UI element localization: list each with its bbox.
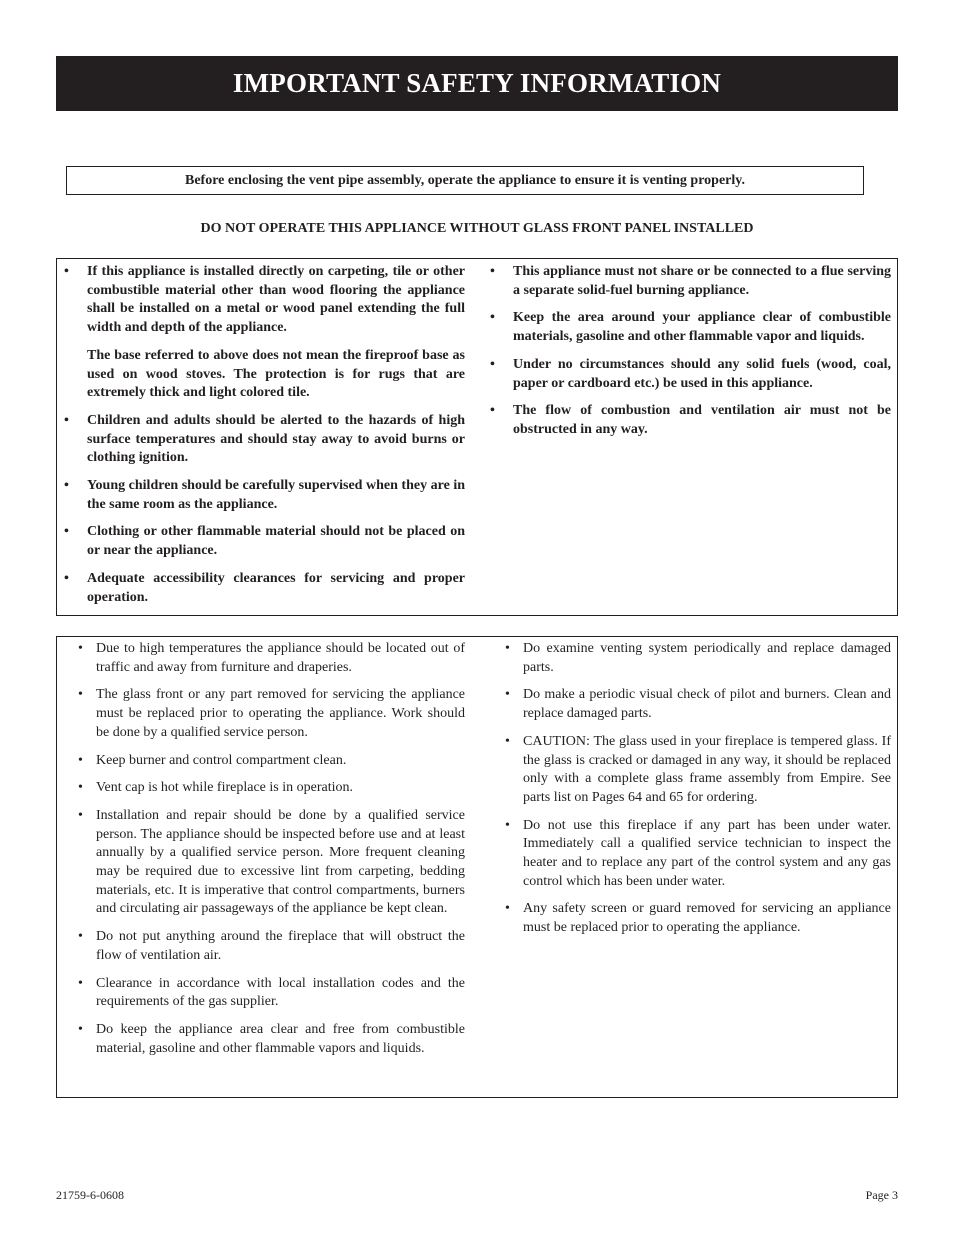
list-item — [57, 640, 465, 677]
list-item — [57, 477, 465, 514]
list-item-text: Children and adults should be alerted to the hazards of high surface temperatures and should stay away to avoid burns or clothing ignition. — [87, 412, 465, 466]
venting-notice-text: Before enclosing the vent pipe assembly, operate the appliance to ensure it is venting properly. — [185, 172, 745, 188]
list-item-text: Adequate accessibility clearances for servicing and proper operation. — [87, 570, 465, 605]
list-item — [483, 263, 891, 300]
list-item-text: The glass front or any part removed for servicing the appliance must be replaced prior to operating the appliance. Work should be done by a qualified service person. — [96, 687, 465, 740]
bullet-icon: • — [78, 687, 83, 703]
list-item — [484, 686, 891, 723]
list-item-text: If this appliance is installed directly on carpeting, tile or other combustible material other than wood flooring the appliance shall be installed on a metal or wood panel extending the full width and depth of the appliance. — [87, 264, 465, 336]
glass-panel-warning: DO NOT OPERATE THIS APPLIANCE WITHOUT GLASS FRONT PANEL INSTALLED — [200, 221, 754, 236]
list-item-text: Keep burner and control compartment clean. — [96, 752, 347, 768]
bullet-icon: • — [64, 478, 69, 494]
list-item — [57, 523, 465, 560]
bullet-icon: • — [505, 901, 510, 917]
list-item-text: Vent cap is hot while fireplace is in operation. — [96, 780, 353, 796]
bullet-icon: • — [64, 524, 69, 540]
bullet-icon: • — [505, 687, 510, 703]
list-item — [57, 752, 465, 771]
list-item — [57, 263, 465, 403]
list-item-text: Installation and repair should be done by a qualified service person. The appliance should be inspected before use and at least annually by a qualified service person. More frequent cleaning may be required due to excessive lint from carpeting, bedding materials, etc. It is imperative that control compartments, burners and circulating air passageways of the appliance be kept clean. — [96, 807, 465, 917]
bullet-icon: • — [490, 403, 495, 419]
bullet-icon: • — [64, 570, 69, 586]
list-item — [57, 1021, 465, 1058]
bold-safety-right-column — [483, 263, 891, 449]
list-item-text: CAUTION: The glass used in your fireplace is tempered glass. If the glass is cracked or damaged in any way, it should be replaced only with a complete glass frame assembly from Empire. See parts list on Pages 64 and 65 for ordering. — [523, 733, 891, 805]
list-item — [57, 412, 465, 468]
bullet-icon: • — [78, 807, 83, 823]
general-safety-left-column — [57, 640, 465, 1067]
bold-safety-box — [56, 258, 898, 616]
list-item — [483, 356, 891, 393]
bullet-icon: • — [78, 641, 83, 656]
list-item-text: Do not put anything around the fireplace that will obstruct the flow of ventilation air. — [96, 929, 465, 963]
list-item-text: Young children should be carefully supervised when they are in the same room as the appliance. — [87, 478, 465, 512]
list-item — [483, 309, 891, 346]
list-item — [57, 928, 465, 965]
bullet-icon: • — [490, 310, 495, 326]
bullet-icon: • — [78, 780, 83, 796]
list-item-text: Do not use this fireplace if any part has been under water. Immediately call a qualified service technician to inspect the heater and to replace any part of the control system and any gas control which has been under water. — [523, 817, 891, 889]
bold-safety-left-column — [57, 263, 465, 616]
page-title-banner — [56, 56, 898, 111]
document-number: 21759-6-0608 — [56, 1188, 124, 1202]
bullet-icon: • — [505, 733, 510, 749]
general-safety-right-column — [484, 640, 891, 947]
bullet-icon: • — [64, 264, 69, 279]
general-safety-box — [56, 636, 898, 1098]
bullet-icon: • — [78, 1021, 83, 1037]
list-item — [57, 807, 465, 919]
list-item — [57, 686, 465, 742]
bullet-icon: • — [505, 641, 510, 656]
list-item-text: Clearance in accordance with local installation codes and the requirements of the gas supplier. — [96, 975, 465, 1010]
list-item-text: Clothing or other flammable material should not be placed on or near the appliance. — [87, 524, 465, 559]
list-item — [484, 900, 891, 937]
list-item-text: This appliance must not share or be connected to a flue serving a separate solid-fuel burning appliance. — [513, 264, 891, 298]
list-item — [483, 402, 891, 439]
list-item-text: Do make a periodic visual check of pilot and burners. Clean and replace damaged parts. — [523, 687, 891, 722]
list-item — [484, 640, 891, 677]
bullet-icon: • — [78, 752, 83, 768]
list-item-text: Under no circumstances should any solid fuels (wood, coal, paper or cardboard etc.) be used in this appliance. — [513, 356, 891, 391]
list-item — [57, 570, 465, 607]
bullet-icon: • — [505, 817, 510, 833]
list-item-text: Due to high temperatures the appliance should be located out of traffic and away from furniture and draperies. — [96, 641, 465, 675]
list-item-subparagraph: The base referred to above does not mean the fireproof base as used on wood stoves. The protection is for rugs that are extremely thick and light colored tile. — [87, 347, 465, 401]
list-item-text: Keep the area around your appliance clear of combustible materials, gasoline and other flammable vapor and liquids. — [513, 310, 891, 345]
list-item-text: Do keep the appliance area clear and free from combustible material, gasoline and other flammable vapors and liquids. — [96, 1021, 465, 1056]
list-item — [484, 733, 891, 808]
page-title: IMPORTANT SAFETY INFORMATION — [232, 68, 722, 98]
bullet-icon: • — [64, 412, 69, 428]
list-item — [484, 817, 891, 892]
bullet-icon: • — [490, 356, 495, 372]
list-item — [57, 779, 465, 798]
page-number: Page 3 — [865, 1188, 898, 1202]
bullet-icon: • — [78, 929, 83, 945]
bullet-icon: • — [490, 264, 495, 279]
list-item-text: The flow of combustion and ventilation air must not be obstructed in any way. — [513, 403, 891, 437]
venting-notice-box — [66, 166, 864, 195]
list-item-text: Any safety screen or guard removed for servicing an appliance must be replaced prior to operating the appliance. — [523, 901, 891, 936]
list-item-text: Do examine venting system periodically and replace damaged parts. — [523, 641, 891, 675]
bullet-icon: • — [78, 975, 83, 991]
list-item — [57, 975, 465, 1012]
